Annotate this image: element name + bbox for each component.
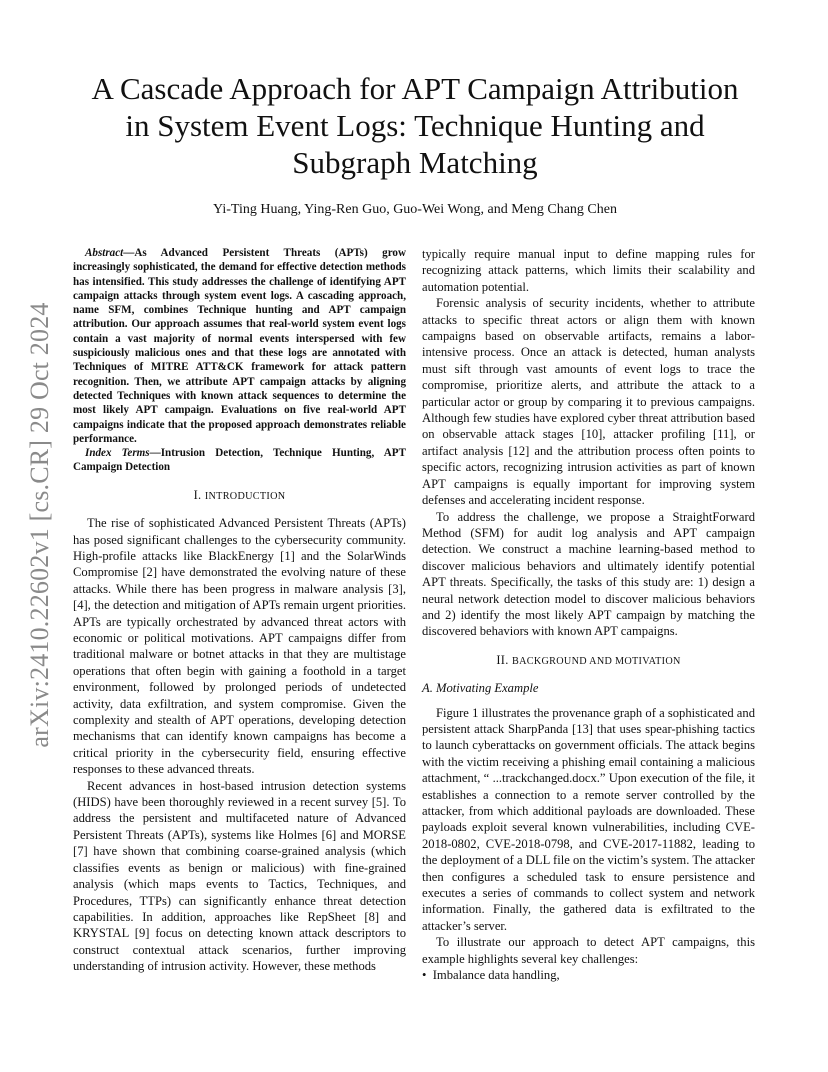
index-terms xyxy=(73,446,406,475)
section-heading-introduction: I. INTRODUCTION xyxy=(193,487,286,502)
subsection-heading-motivating-example: A. Motivating Example xyxy=(422,681,539,696)
intro-paragraph-1: The rise of sophisticated Advanced Persistent Threats (APTs) has posed significant challenges to the cybersecurity community. High-profile attacks like BlackEnergy [1] and the SolarWinds Compromise [2] have demonstrated the evolving nature of these attacks. While there has been progress in malware analysis [3], [4], the detection and mitigation of APTs remain urgent priorities. APTs are typically orchestrated by advanced threat actors with economic or political motivations. APT campaigns differ from traditional malware or botnet attacks in that they are multistage operations that often begin with gaining a foothold in a target environment, followed by prolonged periods of undetected activity, data exfiltration, and system compromise. Given the complexity and stealth of APT operations, developing detection mechanisms that can identify known campaigns has become a critical priority in the cybersecurity field, ensuring effective responses to these advanced threats. xyxy=(73,516,406,777)
author-list: Yi-Ting Huang, Ying-Ren Guo, Guo-Wei Wong, and Meng Chang Chen xyxy=(213,202,617,217)
arxiv-stamp xyxy=(22,290,58,760)
section-heading-background: II. BACKGROUND AND MOTIVATION xyxy=(496,652,681,667)
arxiv-identifier: arXiv:2410.22602v1 [cs.CR] 29 Oct 2024 xyxy=(25,302,54,748)
intro-paragraph-4: Forensic analysis of security incidents, whether to attribute attacks to specific threat actors or align them with known campaigns based on observable artifacts, remains a labor-intensive process. Once an attack is detected, human analysts must sift through vast amounts of event logs to trace the compromise, prioritize alerts, and attribute the attack to a particular actor or group by comparing it to previous campaigns. Although few studies have explored cyber threat attribution based on observable attack stages [10], attacker profiling [11], or artifact analysis [12] and the attribution process often points to specific actors, recognizing intrusion activities as part of known APT campaigns is equally important for improving system defenses and accelerating incident response. xyxy=(422,296,755,508)
index-terms-text: —Intrusion Detection, Technique Hunting, APT Campaign Detection xyxy=(73,447,406,474)
list-item: • Imbalance data handling, xyxy=(422,968,560,983)
abstract xyxy=(73,246,406,446)
abstract-label: Abstract xyxy=(85,247,124,259)
background-paragraph-1: Figure 1 illustrates the provenance graph of a sophisticated and persistent attack SharpPanda [13] that uses spear-phishing tactics to launch cyberattacks on government officials. The attack begins with the victim receiving a phishing email containing a malicious attachment, “ ...trackchanged.docx.” Upon execution of the file, it establishes a connection to a remote server controlled by the attacker, from which additional payloads are downloaded. These payloads exploit several known vulnerabilities, including CVE-2018-0802, CVE-2018-0798, and CVE-2017-11882, leading to the deployment of a DLL file on the victim’s system. The attacker then configures a scheduled task to ensure persistence and executes a series of commands to collect system and network information. Finally, the gathered data is exfiltrated to the attacker’s server. xyxy=(422,705,755,933)
index-terms-label: Index Terms xyxy=(85,447,150,460)
intro-paragraph-3: typically require manual input to define mapping rules for recognizing attack patterns, which limits their scalability and automation potential. xyxy=(422,247,755,294)
paper-title: A Cascade Approach for APT Campaign Attribution in System Event Logs: Technique Hunting and Subgraph Matching xyxy=(91,71,739,180)
intro-paragraph-2: Recent advances in host-based intrusion detection systems (HIDS) have been thoroughly reviewed in a recent survey [5]. To address the persistent and multifaceted nature of Advanced Persistent Threats (APTs), systems like Holmes [6] and MORSE [7] have shown that combining coarse-grained analysis (which classifies events as benign or malicious) with fine-grained analysis (which maps events to Tactics, Techniques, and Procedures, TTPs) can significantly enhance threat detection capabilities. In addition, approaches like RepSheet [8] and KRYSTAL [9] focus on detecting known attack descriptors to construct contextual attack scenarios, further improving understanding of intrusion activity. However, these methods xyxy=(73,778,406,974)
right-column xyxy=(422,246,755,983)
left-column xyxy=(73,246,406,975)
intro-paragraph-5: To address the challenge, we propose a StraightForward Method (SFM) for audit log analysis and APT campaign detection. We construct a machine learning-based method to discover malicious behaviors and ultimately identify potential APT threats. Specifically, the tasks of this study are: 1) design a neural network detection model to discover malicious behaviors and 2) identify the most likely APT campaign by matching the discovered behaviors with known APT campaigns. xyxy=(422,509,755,639)
background-paragraph-2: To illustrate our approach to detect APT campaigns, this example highlights several key challenges: xyxy=(422,935,755,966)
abstract-text: —As Advanced Persistent Threats (APTs) grow increasingly sophisticated, the demand for effective detection methods has intensified. This study addresses the challenge of identifying APT campaign attacks through system event logs. A cascading approach, name SFM, combines Technique hunting and APT campaign attribution. Our approach assumes that real-world system event logs contain a vast majority of normal events interspersed with few suspiciously malicious ones and that these logs are annotated with Techniques of MITRE ATT&CK framework for attack pattern recognition. Then, we attribute APT campaign attacks by aligning detected Techniques with known attack sequences to determine the most likely APT campaign. Evaluations on five real-world APT campaigns indicate that the proposed approach demonstrates reliable performance. xyxy=(73,247,406,445)
